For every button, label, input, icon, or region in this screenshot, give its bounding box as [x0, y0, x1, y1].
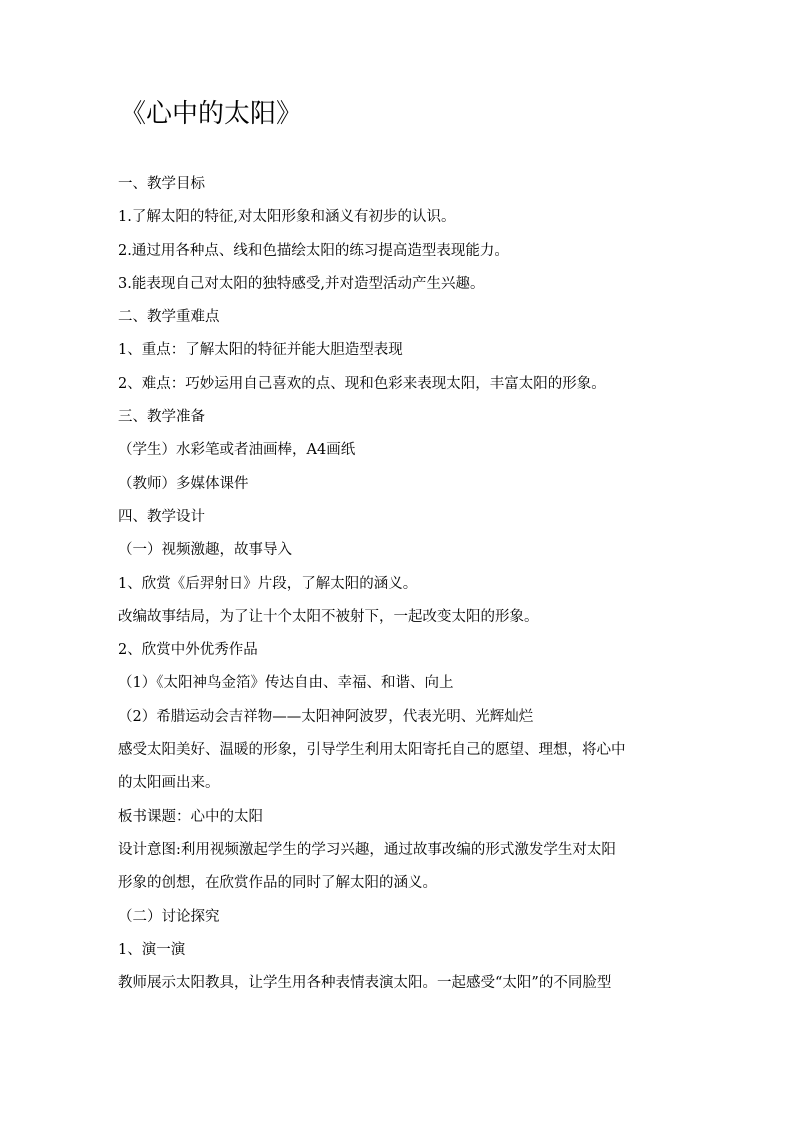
- key-point-item: 1、重点：了解太阳的特征并能大胆造型表现: [118, 342, 403, 359]
- difficult-point-item: 2、难点：巧妙运用自己喜欢的点、现和色彩来表现太阳，丰富太阳的形象。: [118, 375, 606, 392]
- goal-item-3: 3.能表现自己对太阳的独特感受,并对造型活动产生兴趣。: [118, 275, 485, 292]
- heading-teaching-preparation: 三、教学准备: [118, 409, 205, 426]
- goal-item-1: 1.了解太阳的特征,对太阳形象和涵义有初步的认识。: [118, 209, 456, 226]
- student-preparation: （学生）水彩笔或者油画棒，A4画纸: [118, 442, 356, 459]
- goal-item-2: 2.通过用各种点、线和色描绘太阳的练习提高造型表现能力。: [118, 242, 509, 259]
- document-title: 《心中的太阳》: [120, 99, 303, 129]
- document-body: [118, 168, 688, 1000]
- subheading-video-intro: （一）视频激趣，故事导入: [118, 542, 292, 559]
- design-item-2: 2、欣赏中外优秀作品: [118, 642, 258, 659]
- design-intent-line-2: 形象的创想，在欣赏作品的同时了解太阳的涵义。: [118, 875, 437, 892]
- board-title-line: 板书课题：心中的太阳: [118, 808, 263, 825]
- paragraph-feelings-line-1: 感受太阳美好、温暖的形象，引导学生利用太阳寄托自己的愿望、理想，将心中: [118, 742, 626, 759]
- paragraph-story-adaptation: 改编故事结局，为了让十个太阳不被射下，一起改变太阳的形象。: [118, 608, 539, 625]
- design-item-1: 1、欣赏《后羿射日》片段，了解太阳的涵义。: [118, 575, 418, 592]
- subheading-discussion: （二）讨论探究: [118, 908, 220, 925]
- discussion-item-1: 1、演一演: [118, 941, 186, 958]
- heading-teaching-goals: 一、教学目标: [118, 176, 205, 192]
- artwork-item-2: （2）希腊运动会吉祥物——太阳神阿波罗，代表光明、光辉灿烂: [118, 708, 534, 725]
- heading-teaching-design: 四、教学设计: [118, 508, 205, 525]
- paragraph-feelings-line-2: 的太阳画出来。: [118, 775, 220, 792]
- design-intent-line-1: 设计意图:利用视频激起学生的学习兴趣，通过故事改编的形式激发学生对太阳: [118, 841, 616, 858]
- teacher-preparation: （教师）多媒体课件: [118, 475, 249, 492]
- paragraph-teacher-demo: 教师展示太阳教具，让学生用各种表情表演太阳。一起感受“太阳”的不同脸型: [118, 975, 612, 992]
- heading-key-difficult-points: 二、教学重难点: [118, 309, 220, 326]
- artwork-item-1: （1）《太阳神鸟金箔》传达自由、幸福、和谐、向上: [118, 675, 454, 692]
